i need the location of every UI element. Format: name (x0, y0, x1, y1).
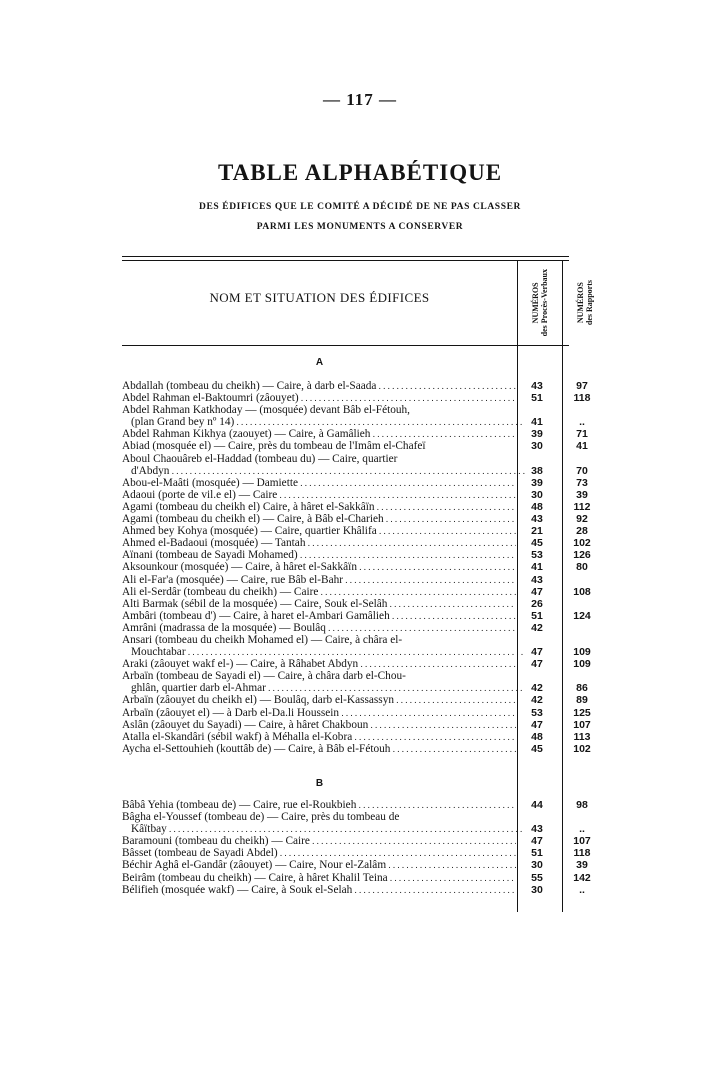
rp-header-line2: des Rapports (584, 280, 594, 326)
page-number: — 117 — (322, 90, 398, 109)
edifice-name: Bélifieh (mosquée wakf) — Caire, à Souk el-Selah . . . (122, 884, 516, 896)
section-entries (122, 799, 591, 896)
report-number: 73 (576, 476, 588, 489)
report-number: 39 (576, 859, 588, 872)
edifice-name: Abdel Rahman Katkhoday — (mosquée) devant Bâb el-Fétouh, (122, 404, 410, 417)
pv-number: 41 (531, 416, 543, 429)
pv-number: 48 (531, 500, 543, 513)
edifice-name: Bâgha el-Youssef (tombeau de) — Caire, près du tombeau de (122, 811, 400, 824)
table-top-rule-thin (122, 260, 569, 261)
table-row (122, 835, 591, 848)
pv-number: 45 (531, 742, 543, 755)
rp-header-line1: NUMÉROS (575, 282, 585, 324)
section-entries (122, 380, 591, 755)
edifice-name: Arbaïn (zâouyet du cheikh el) — Boulâq, darb el-Kassassyn . . . (122, 694, 516, 706)
report-number: 102 (573, 742, 591, 755)
table-row (122, 646, 591, 659)
report-number: 112 (573, 500, 591, 513)
pv-header-line2: des Procès-Verbaux (539, 269, 549, 337)
table-row (122, 513, 588, 526)
edifice-name: Abiad (mosquée el) — Caire, près du tombeau de l'Imâm el-Chafeï (122, 440, 426, 453)
table-row (122, 871, 591, 884)
report-number: 125 (573, 706, 591, 719)
edifice-name: Agami (tombeau du cheikh el) — Caire, à Bâb el-Charieh . . . (122, 513, 516, 525)
table-row (122, 464, 588, 477)
edifice-name: d'Abdyn . . . (122, 465, 525, 477)
pv-column-header (517, 262, 562, 344)
edifice-name: Abdel Rahman el-Baktoumri (zâouyet) . . . (122, 392, 516, 404)
pv-number: 43 (531, 823, 543, 836)
report-number: 118 (573, 392, 591, 405)
table-row (122, 682, 588, 695)
report-number: 118 (573, 847, 591, 860)
edifice-name: Ahmed bey Kohya (mosquée) — Caire, quartier Khâlifa . . . (122, 525, 516, 537)
pv-number: 39 (531, 428, 543, 441)
report-number: 102 (573, 537, 591, 550)
edifice-name: Adaoui (porte de vil.e el) — Caire . . . (122, 489, 516, 501)
table-row (122, 823, 585, 836)
edifice-name: Abdallah (tombeau du cheikh) — Caire, à darb el-Saada . . . (122, 380, 516, 392)
table-row (122, 416, 585, 429)
edifice-name: Ali el-Far'a (mosquée) — Caire, rue Bâb el-Bahr . . . (122, 574, 516, 586)
edifice-name: Alti Barmak (sébil de la mosquée) — Caire, Souk el-Selâh . . . (122, 598, 516, 610)
table-row (122, 730, 591, 743)
pv-number: 51 (531, 847, 543, 860)
table-row (122, 453, 569, 465)
table-row (122, 811, 569, 823)
table-row (122, 718, 591, 731)
table-row (122, 428, 588, 441)
report-number: 109 (573, 646, 591, 659)
report-number: 107 (573, 835, 591, 848)
pv-number: 47 (531, 646, 543, 659)
report-number: 142 (573, 871, 591, 884)
pv-number: 30 (531, 859, 543, 872)
section-letter: B (315, 778, 324, 789)
edifice-name: Baramouni (tombeau du cheikh) — Caire . . . (122, 835, 516, 847)
subtitle-line-1: DES ÉDIFICES QUE LE COMITÉ A DÉCIDÉ DE NE PAS CLASSER (199, 202, 521, 212)
report-number: 97 (576, 380, 588, 392)
pv-number: 30 (531, 488, 543, 501)
edifice-name: Abou-el-Maâti (mosquée) — Damiette . . . (122, 477, 516, 489)
edifice-name: Ansari (tombeau du cheikh Mohamed el) — Caire, à châra el- (122, 633, 403, 646)
edifice-name: Araki (zâouyet wakf el-) — Caire, à Râhabet Abdyn . . . (122, 658, 516, 670)
table-row (122, 561, 588, 574)
pv-number: 45 (531, 537, 543, 550)
pv-number: 55 (531, 871, 543, 884)
table-row (122, 799, 588, 811)
report-number: 126 (573, 549, 591, 562)
table-row (122, 742, 591, 755)
table-row (122, 549, 591, 562)
table-row (122, 525, 588, 538)
pv-number: 44 (531, 799, 543, 811)
edifice-name: Mouchtabar . . . (122, 646, 525, 658)
pv-number: 43 (531, 513, 543, 526)
pv-number: 39 (531, 476, 543, 489)
report-number: 39 (576, 488, 588, 501)
pv-number: 47 (531, 835, 543, 848)
edifice-name: Ahmed el-Badaoui (mosquée) — Tantah . . . (122, 537, 516, 549)
edifice-name: Ambâri (tombeau d') — Caire, à haret el-Ambari Gamâlieh . . . (122, 610, 516, 622)
table-row (122, 392, 591, 405)
table-header-rule (122, 345, 569, 346)
table-row (122, 658, 591, 671)
report-number: 109 (573, 658, 591, 671)
table-row (122, 585, 591, 598)
edifice-name: Aycha el-Settouhieh (kouttâb de) — Caire, à Bâb el-Fétouh . . . (122, 743, 516, 755)
edifice-name: Beirâm (tombeau du cheikh) — Caire, à hâret Khalil Teina . . . (122, 872, 516, 884)
table-row (122, 488, 588, 501)
pv-number: 42 (531, 621, 543, 634)
pv-number: 30 (531, 883, 543, 896)
edifice-name: Béchir Aghâ el-Gandâr (zâouyet) — Caire, Nour el-Zalâm . . . (122, 859, 516, 871)
edifice-name: Atalla el-Skandâri (sébil wakf) à Méhalla el-Kobra . . . (122, 731, 516, 743)
table-row (122, 537, 591, 550)
pv-number: 43 (531, 573, 543, 586)
table-row (122, 380, 588, 392)
table-row (122, 847, 591, 860)
edifice-name: Bâbâ Yehia (tombeau de) — Caire, rue el-Roukbieh . . . (122, 799, 516, 811)
subtitle-line-2: PARMI LES MONUMENTS A CONSERVER (256, 222, 464, 232)
edifice-name: Aïnani (tombeau de Sayadi Mohamed) . . . (122, 549, 516, 561)
pv-number: 53 (531, 549, 543, 562)
report-number: .. (579, 416, 585, 429)
edifice-name: Abdel Rahman Kikhya (zaouyet) — Caire, à Gamâlieh . . . (122, 428, 516, 440)
rp-column-header (562, 262, 607, 344)
pv-number: 42 (531, 682, 543, 695)
table-row (122, 883, 585, 896)
edifice-name: Arbaïn (zâouyet el) — à Darb el-Da.li Houssein . . . (122, 707, 516, 719)
report-number: 41 (576, 440, 588, 453)
pv-number: 41 (531, 561, 543, 574)
report-number: 89 (576, 694, 588, 707)
report-number: 113 (573, 730, 591, 743)
edifice-name: Kâïtbay . . . (122, 823, 525, 835)
report-number: 108 (573, 585, 591, 598)
table-row (122, 622, 569, 634)
edifice-name: Aboul Chaouâreb el-Haddad (tombeau du) — Caire, quartier (122, 452, 398, 465)
pv-number: 51 (531, 392, 543, 405)
edifice-name: Aksounkour (mosquée) — Caire, à hâret el-Sakkâïn . . . (122, 561, 516, 573)
edifice-name: ghlân, quartier darb el-Ahmar . . . (122, 682, 525, 694)
table-row (122, 859, 588, 872)
report-number: 124 (573, 609, 591, 622)
pv-number: 42 (531, 694, 543, 707)
table-row (122, 440, 588, 453)
table-row (122, 670, 569, 682)
pv-number: 48 (531, 730, 543, 743)
name-column-header: NOM ET SITUATION DES ÉDIFICES (209, 290, 430, 305)
pv-number: 38 (531, 464, 543, 477)
pv-number: 30 (531, 440, 543, 453)
pv-number: 47 (531, 718, 543, 731)
table-row (122, 598, 569, 610)
page-title: TABLE ALPHABÉTIQUE (217, 160, 503, 185)
edifice-name: Aslân (zâouyet du Sayadi) — Caire, à hâret Chakboun . . . (122, 719, 516, 731)
report-number: 80 (576, 561, 588, 574)
table-row (122, 404, 569, 416)
edifice-name: Agami (tombeau du cheikh el) Caire, à hâret el-Sakkâïn . . . (122, 501, 516, 513)
table-row (122, 476, 588, 489)
report-number: 107 (573, 718, 591, 731)
table-row (122, 634, 569, 646)
report-number: 70 (576, 464, 588, 477)
pv-number: 26 (531, 597, 543, 610)
table-row (122, 500, 591, 513)
report-number: 86 (576, 682, 588, 695)
table-top-rule (122, 256, 569, 257)
table-row (122, 574, 569, 586)
edifice-name: Amrâni (madrassa de la mosquée) — Boulâq . . . (122, 622, 516, 634)
edifice-name: Ali el-Serdâr (tombeau du cheikh) — Caire . . . (122, 586, 516, 598)
table-row (122, 694, 588, 707)
report-number: 71 (576, 428, 588, 441)
section-letter: A (315, 357, 324, 368)
pv-number: 51 (531, 609, 543, 622)
report-number: 92 (576, 513, 588, 526)
report-number: .. (579, 823, 585, 836)
pv-number: 47 (531, 585, 543, 598)
table-row (122, 706, 591, 719)
report-number: 28 (576, 525, 588, 538)
pv-number: 47 (531, 658, 543, 671)
report-number: .. (579, 883, 585, 896)
edifice-name: Arbaïn (tombeau de Sayadi el) — Caire, à châra darb el-Chou- (122, 670, 406, 683)
report-number: 98 (576, 799, 588, 811)
pv-header-line1: NUMÉROS (530, 282, 540, 324)
edifice-name: Bâsset (tombeau de Sayadi Abdel) . . . (122, 847, 516, 859)
table-row (122, 609, 591, 622)
pv-number: 21 (531, 525, 543, 538)
edifice-name: (plan Grand bey nº 14) . . . (122, 416, 525, 428)
pv-number: 53 (531, 706, 543, 719)
pv-number: 43 (531, 380, 543, 392)
